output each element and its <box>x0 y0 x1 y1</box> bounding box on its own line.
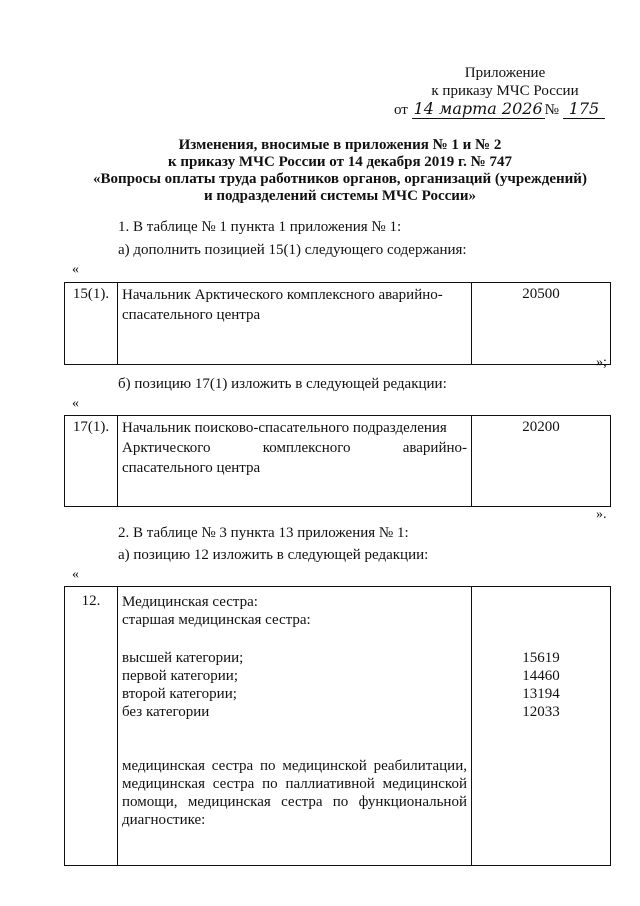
table-cell-number <box>65 587 118 866</box>
title-line-2: к приказу МЧС России от 14 декабря 2019 г. № 747 <box>167 154 513 170</box>
position-title-line-1: Начальник поисково-спасательного подразделения <box>122 420 447 436</box>
table-position-12 <box>64 586 611 866</box>
paragraph-line: помощи, медицинская сестра по функциональной <box>122 794 467 810</box>
handwritten-date: 14 марта 2026 <box>413 99 543 118</box>
table-cell-number <box>65 283 118 365</box>
open-quote-3: « <box>72 567 79 582</box>
appendix-date-line <box>394 99 614 119</box>
close-quote-1: »; <box>596 355 607 370</box>
close-quote-2: ». <box>596 507 607 522</box>
spacer <box>472 611 610 629</box>
number-prefix: № <box>544 102 559 118</box>
table-cell-value <box>472 416 611 507</box>
title-line-1: Изменения, вносимые в приложения № 1 и № 2 <box>178 137 502 153</box>
table-cell-title <box>118 587 472 866</box>
spacer <box>122 721 467 757</box>
spacer <box>122 629 467 649</box>
category-label: второй категории; <box>122 686 237 702</box>
table-position-17-1 <box>64 415 611 507</box>
section-1-heading: 1. В таблице № 1 пункта 1 приложения № 1: <box>118 219 402 235</box>
salary-value: 12033 <box>522 704 560 720</box>
spacer <box>472 629 610 649</box>
section-1-item-a: а) дополнить позицией 15(1) следующего содержания: <box>118 242 467 258</box>
position-title-line-1: Начальник Арктического комплексного аварийно- <box>122 287 443 303</box>
salary-value: 20500 <box>522 286 560 302</box>
position-number: 17(1). <box>72 419 110 435</box>
salary-value: 15619 <box>522 650 560 666</box>
table-cell-title <box>118 283 472 365</box>
appendix-header <box>405 64 605 100</box>
spacer <box>472 593 610 611</box>
open-quote-2: « <box>72 396 79 411</box>
title-line-4: и подразделений системы МЧС России» <box>203 188 477 204</box>
table-cell-value <box>472 587 611 866</box>
date-prefix: от <box>394 102 408 118</box>
category-label: первой категории; <box>122 668 238 684</box>
table-cell-number <box>65 416 118 507</box>
paragraph-line: медицинская сестра по медицинской реабилитации, <box>122 758 467 774</box>
section-2-item-a: а) позицию 12 изложить в следующей редакции: <box>118 547 429 563</box>
handwritten-number: 175 <box>563 99 606 119</box>
category-label: без категории <box>122 704 210 720</box>
salary-value: 20200 <box>522 419 560 435</box>
open-quote-1: « <box>72 262 79 277</box>
appendix-line-1: Приложение <box>464 65 546 81</box>
paragraph-line: медицинская сестра по паллиативной медицинской <box>122 776 467 792</box>
section-1-item-b: б) позицию 17(1) изложить в следующей редакции: <box>118 376 447 392</box>
title-line-3: «Вопросы оплаты труда работников органов, организаций (учреждений) <box>93 171 587 187</box>
position-number: 15(1). <box>72 286 110 302</box>
paragraph-line: диагностике: <box>122 812 206 828</box>
section-2-heading: 2. В таблице № 3 пункта 13 приложения № 1: <box>118 525 409 541</box>
position-title-line-2: спасательного центра <box>122 307 261 323</box>
appendix-line-2: к приказу МЧС России <box>431 83 579 99</box>
position-title-line-3: спасательного центра <box>122 460 261 476</box>
document-title <box>60 137 620 205</box>
category-label: высшей категории; <box>122 650 244 666</box>
position-title-line-2: старшая медицинская сестра: <box>122 612 311 628</box>
table-cell-value <box>472 283 611 365</box>
table-position-15-1 <box>64 282 611 365</box>
position-title-line-2: Арктического комплексного аварийно- <box>122 440 467 456</box>
position-number: 12. <box>81 593 101 609</box>
salary-value: 13194 <box>522 686 560 702</box>
table-cell-title <box>118 416 472 507</box>
salary-value: 14460 <box>522 668 560 684</box>
position-title-line-1: Медицинская сестра: <box>122 594 258 610</box>
